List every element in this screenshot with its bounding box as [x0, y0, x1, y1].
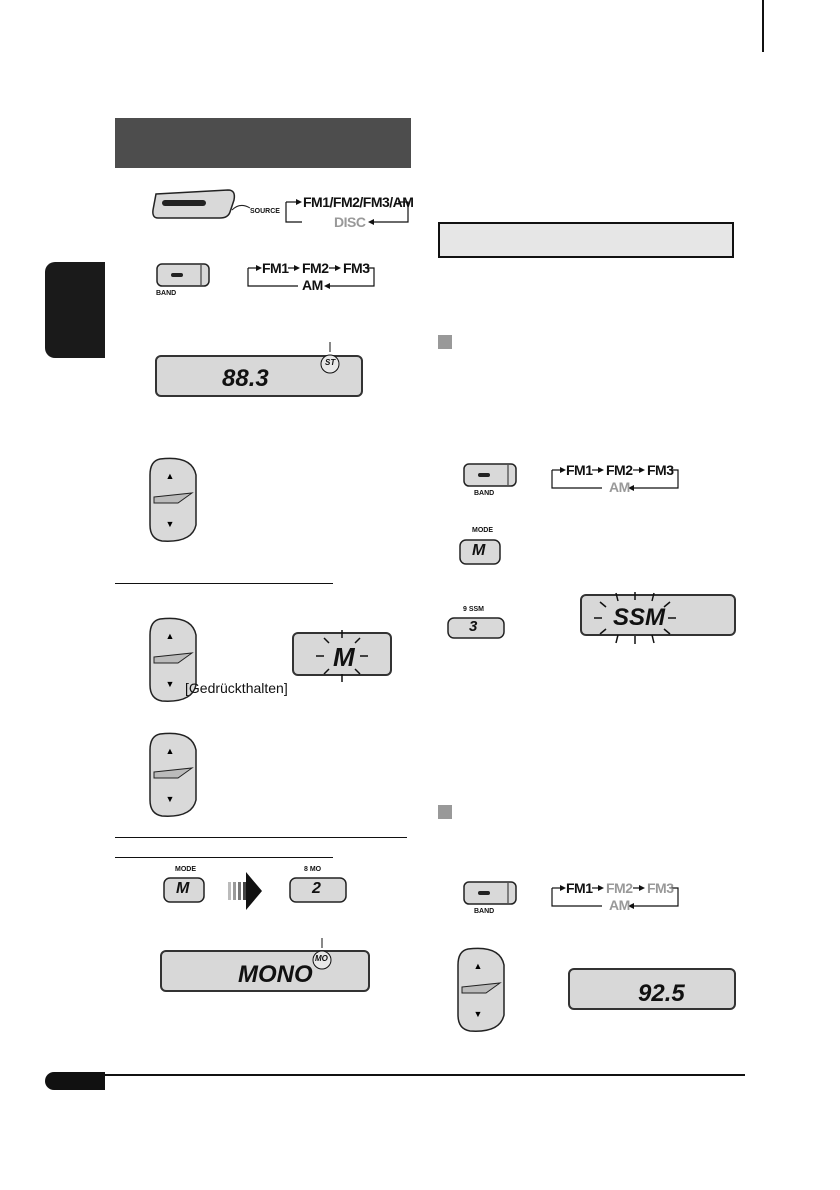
- band3-am: AM: [609, 897, 630, 913]
- band2-fm3: FM3: [647, 462, 674, 478]
- source-leader-line: [230, 200, 252, 214]
- divider-1: [115, 583, 333, 584]
- preset-key-3: 3: [469, 618, 478, 635]
- mono-text: MONO: [238, 961, 313, 988]
- band3-fm1: FM1: [566, 880, 593, 896]
- band-fm3: FM3: [343, 260, 370, 276]
- svg-text:▼: ▼: [165, 679, 175, 689]
- hold-instruction: [Gedrückthalten]: [185, 680, 288, 696]
- mode-key-2: M: [472, 542, 486, 559]
- mo-indicator: MO: [315, 954, 328, 963]
- band-label: BAND: [156, 290, 177, 297]
- section-header-box: [438, 222, 734, 258]
- lcd-frequency-2: 92.5: [638, 980, 685, 1007]
- manual-indicator: M: [333, 642, 355, 672]
- source-disc: DISC: [334, 214, 366, 230]
- seek-rocker-3[interactable]: [140, 730, 200, 820]
- divider-2: [115, 837, 407, 838]
- arrow-right-icon: [228, 870, 264, 912]
- band-fm2: FM2: [302, 260, 329, 276]
- lcd-frequency-1: 88.3: [222, 365, 269, 392]
- band-am: AM: [302, 277, 323, 293]
- mode-label-2: MODE: [472, 527, 493, 534]
- mode-key-1: M: [176, 880, 190, 897]
- svg-text:▲: ▲: [165, 471, 175, 481]
- page-number-tab: [45, 1072, 105, 1090]
- preset-mo-label: 8 MO: [304, 866, 322, 873]
- step-bullet-2: [438, 805, 452, 819]
- svg-text:▼: ▼: [473, 1009, 483, 1019]
- seek-rocker-1[interactable]: [140, 455, 200, 545]
- band-label-3: BAND: [474, 908, 495, 915]
- st-indicator: ST: [325, 358, 336, 367]
- svg-text:▲: ▲: [165, 631, 175, 641]
- band2-am: AM: [609, 479, 630, 495]
- band2-fm1: FM1: [566, 462, 593, 478]
- preset-key-2: 2: [312, 880, 321, 897]
- top-rule: [762, 0, 764, 52]
- divider-3: [115, 857, 333, 858]
- svg-text:▼: ▼: [165, 794, 175, 804]
- band-button[interactable]: [155, 262, 211, 288]
- preset-ssm-label: 9 SSM: [463, 606, 485, 613]
- band-fm1: FM1: [262, 260, 289, 276]
- ssm-text: SSM: [613, 604, 666, 631]
- band-button-2[interactable]: [462, 462, 518, 488]
- source-fm-am: FM1/FM2/FM3/AM: [303, 194, 414, 210]
- seek-rocker-4[interactable]: [448, 945, 508, 1035]
- band3-fm2: FM2: [606, 880, 633, 896]
- bottom-rule: [105, 1074, 745, 1076]
- band3-fm3: FM3: [647, 880, 674, 896]
- band-label-2: BAND: [474, 490, 495, 497]
- svg-text:▼: ▼: [165, 519, 175, 529]
- section-title-bar: [115, 118, 411, 168]
- step-bullet-1: [438, 335, 452, 349]
- svg-text:▲: ▲: [473, 961, 483, 971]
- source-button[interactable]: [150, 188, 240, 220]
- mode-label-1: MODE: [175, 866, 196, 873]
- band2-fm2: FM2: [606, 462, 633, 478]
- source-label: SOURCE: [250, 208, 280, 215]
- band-button-3[interactable]: [462, 880, 518, 906]
- language-side-tab: [45, 262, 105, 358]
- svg-text:▲: ▲: [165, 746, 175, 756]
